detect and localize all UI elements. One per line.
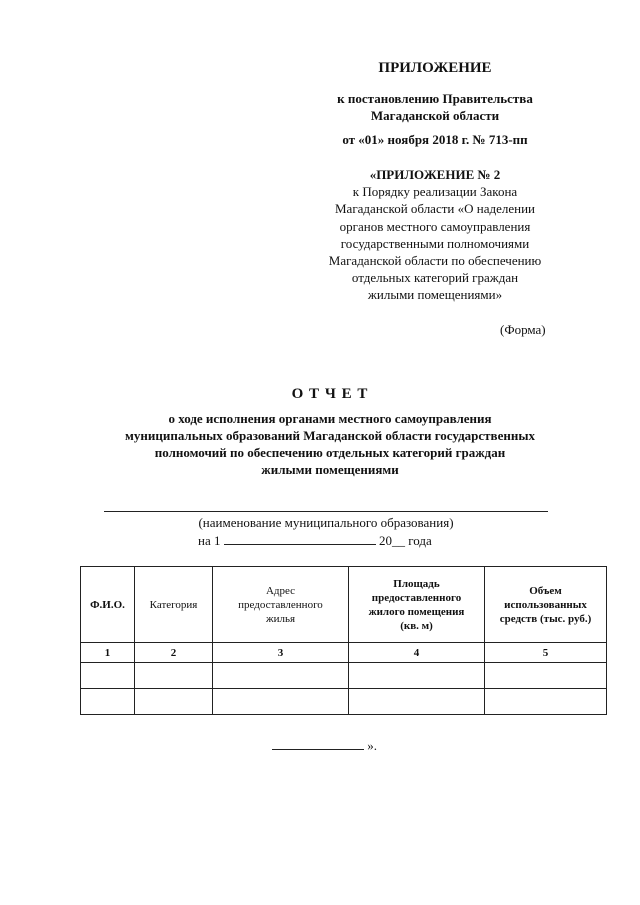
header-fio: Ф.И.О.: [81, 567, 135, 643]
table-cell[interactable]: [213, 663, 349, 689]
column-number: 3: [213, 643, 349, 663]
footer-closing: [272, 738, 377, 754]
appendix-2-line: государственными полномочиями: [340, 235, 530, 251]
table-cell[interactable]: [485, 689, 607, 715]
column-number: 2: [135, 643, 213, 663]
report-date-line: [198, 533, 432, 549]
resolution-reference: [290, 90, 580, 124]
table-header-row: [81, 567, 607, 643]
resolution-date: от «01» ноября 2018 г. № 713-пп: [342, 132, 528, 147]
resolution-line-1: к постановлению Правительства: [337, 91, 533, 106]
date-day-month-field[interactable]: [224, 533, 376, 545]
table-cell[interactable]: [135, 689, 213, 715]
header-category: Категория: [135, 567, 213, 643]
report-title: О Т Ч Е Т: [291, 386, 369, 402]
report-subtitle-line: жилыми помещениями: [261, 462, 399, 477]
report-table: [80, 566, 607, 715]
column-number: 1: [81, 643, 135, 663]
appendix-2-line: Магаданской области по обеспечению: [328, 253, 542, 269]
appendix-2-line: отдельных категорий граждан: [351, 270, 519, 286]
table-cell[interactable]: [213, 689, 349, 715]
column-number: 4: [349, 643, 485, 663]
resolution-line-2: Магаданской области: [370, 108, 500, 123]
municipality-underline[interactable]: [104, 511, 548, 512]
report-subtitle-line: полномочий по обеспечению отдельных категорий граждан: [154, 445, 506, 460]
column-number: 5: [485, 643, 607, 663]
table-cell[interactable]: [81, 663, 135, 689]
table-cell[interactable]: [485, 663, 607, 689]
appendix-title: ПРИЛОЖЕНИЕ: [378, 60, 492, 76]
closing-quote: ».: [367, 738, 377, 753]
header-area: Площадь предоставленного жилого помещения (кв. м): [349, 567, 485, 643]
header-address: Адрес предоставленного жилья: [213, 567, 349, 643]
report-subtitle: [0, 410, 640, 478]
table-cell[interactable]: [81, 689, 135, 715]
municipality-caption: (наименование муниципального образования): [198, 515, 454, 530]
table-cell[interactable]: [349, 663, 485, 689]
appendix-2-line: органов местного самоуправления: [339, 218, 531, 234]
header-funds: Объем использованных средств (тыс. руб.): [485, 567, 607, 643]
report-subtitle-line: о ходе исполнения органами местного самоуправления: [168, 411, 492, 426]
appendix-2-title: «ПРИЛОЖЕНИЕ № 2: [369, 167, 501, 182]
form-label: (Форма): [500, 322, 546, 337]
report-subtitle-line: муниципальных образований Магаданской области государственных: [125, 428, 535, 443]
date-suffix: года: [408, 533, 432, 548]
signature-underline[interactable]: [272, 738, 364, 750]
appendix-2-line: жилыми помещениями»: [367, 287, 503, 303]
appendix-2-line: Магаданской области «О наделении: [335, 201, 535, 217]
table-row: [81, 689, 607, 715]
date-prefix: на 1: [198, 533, 221, 548]
date-year-prefix: 20__: [378, 533, 405, 548]
table-cell[interactable]: [135, 663, 213, 689]
appendix-2-line: к Порядку реализации Закона: [352, 184, 518, 200]
table-number-row: [81, 643, 607, 663]
table-row: [81, 663, 607, 689]
table-cell[interactable]: [349, 689, 485, 715]
appendix-2-block: [290, 166, 580, 304]
